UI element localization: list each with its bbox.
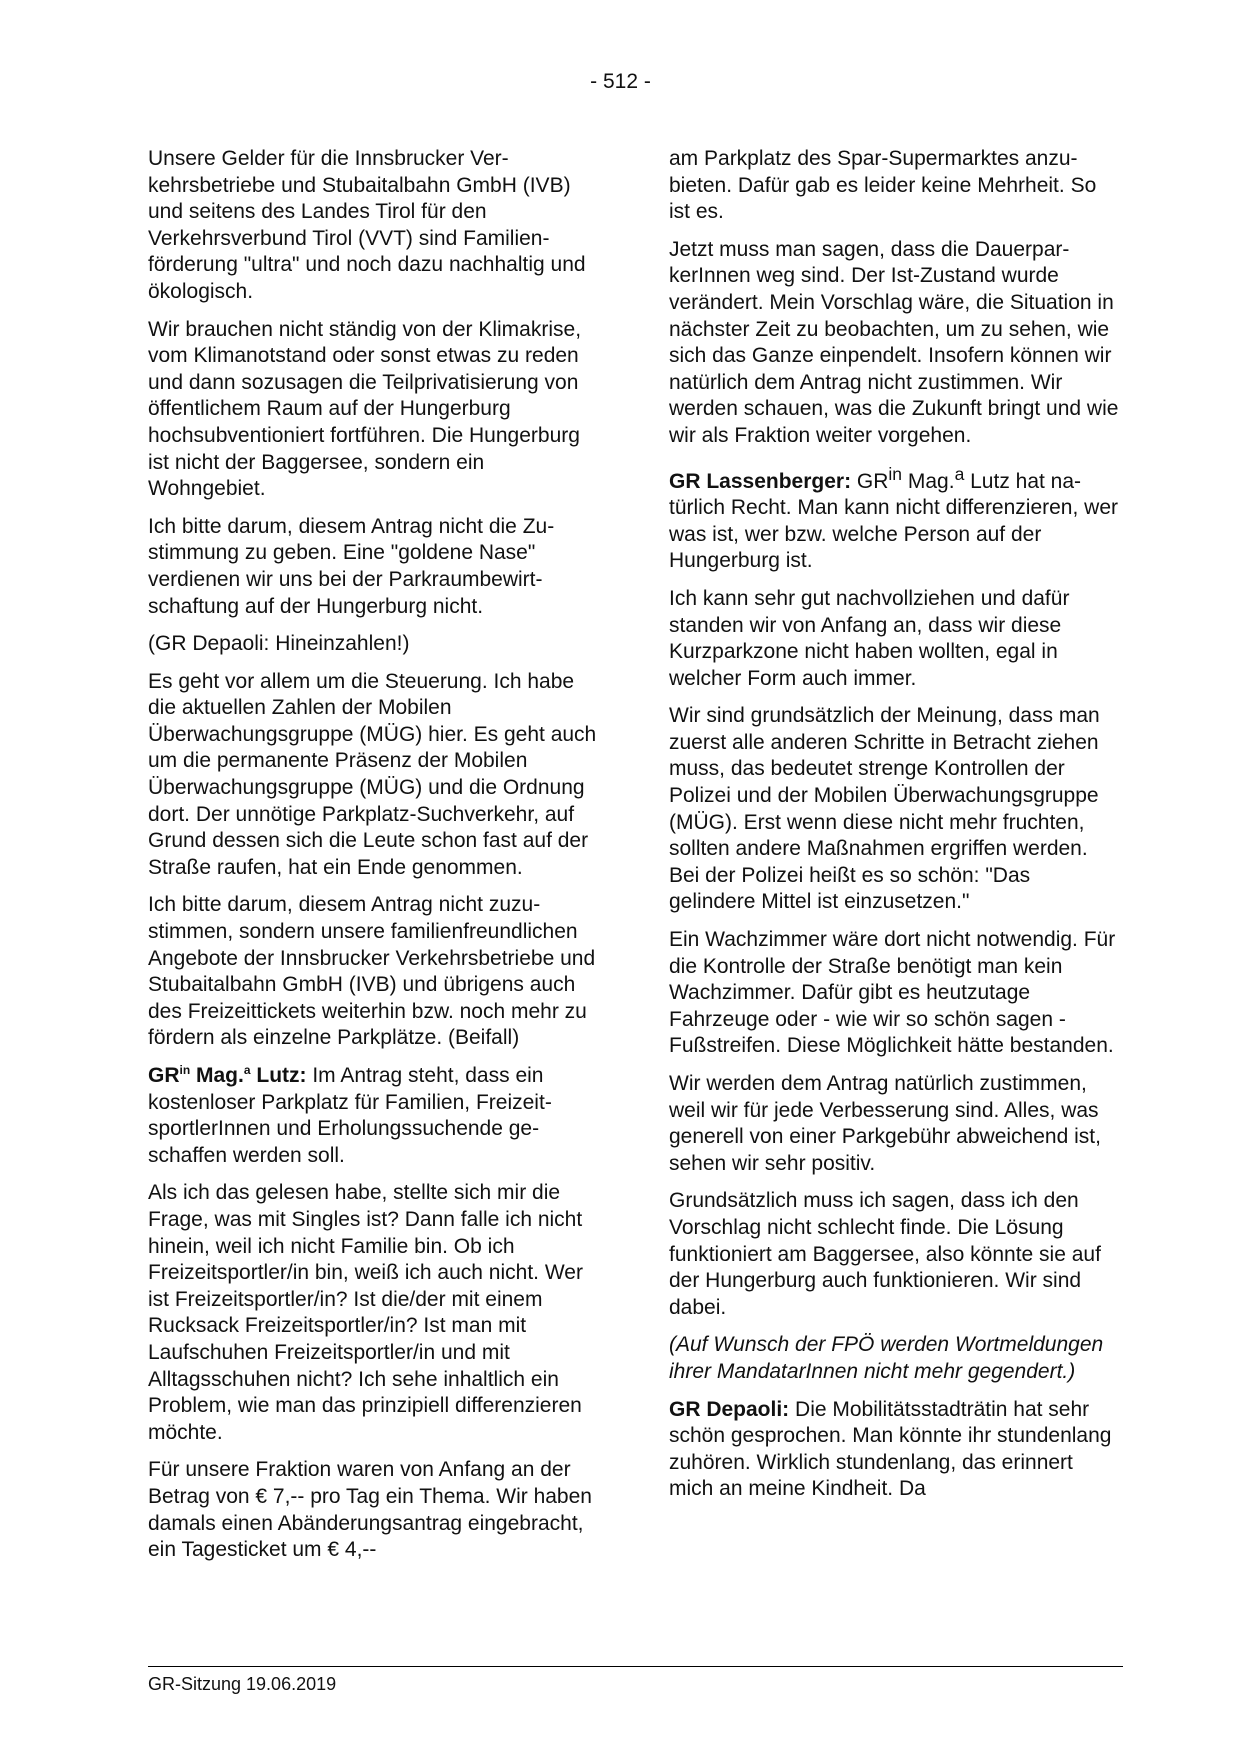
speaker-surname: Lutz:: [250, 1064, 307, 1087]
paragraph: Es geht vor allem um die Steuerung. Ich habe die aktuellen Zahlen der Mobilen Überwachungsgruppe (MÜG) hier. Es geht auch um die permanente Präsenz der Mobilen Überwachungsgruppe (MÜG) und die Ordnung dort. Der unnötige Parkplatz-Suchverkehr, auf Grund dessen sich die Leute schon fast auf der Straße raufen, hat ein Ende genommen.: [148, 669, 597, 879]
speech-lutz: [148, 1063, 600, 1169]
superscript: a: [954, 463, 965, 484]
superscript: in: [179, 1063, 191, 1077]
paragraph: Ein Wachzimmer wäre dort nicht notwendig. Für die Kontrolle der Straße benötigt man kein Wachzimmer. Dafür gibt es heutzutage Fahrzeuge oder - wie wir so schön sagen - Fußstreifen. Diese Möglichkeit hätte bestanden.: [669, 928, 1116, 1058]
paragraph: am Parkplatz des Spar-Supermarktes anzubieten. Dafür gab es leider keine Mehrheit. So ist es.: [669, 147, 1097, 224]
footer-divider: [148, 1666, 1123, 1667]
speech-text: Im Antrag steht, dass ein kostenloser Parkplatz für Familien, FreizeitsportlerInnen und Erholungssuchende geschaffen werden soll.: [148, 1064, 552, 1167]
paragraph: Ich bitte darum, diesem Antrag nicht die Zustimmung zu geben. Eine "goldene Nase" verdienen wir uns bei der Parkraumbewirtschaftung auf der Hungerburg nicht.: [148, 514, 555, 618]
interjection: (GR Depaoli: Hineinzahlen!): [148, 632, 410, 656]
speaker-title: GR: [148, 1064, 180, 1087]
speech-lassenberger: [669, 461, 1121, 575]
paragraph: Jetzt muss man sagen, dass die DauerparkerInnen weg sind. Der Ist-Zustand wurde verändert. Mein Vorschlag wäre, die Situation in nächster Zeit zu beobachten, um zu sehen, wie sich das Ganze einpendelt. Insofern können wir natürlich dem Antrag nicht zustimmen. Wir werden schauen, was die Zukunft bringt und wie wir als Fraktion weiter vorgehen.: [669, 237, 1119, 447]
editorial-note: (Auf Wunsch der FPÖ werden Wortmeldungen ihrer MandatarInnen nicht mehr gegendert.): [669, 1333, 1104, 1383]
speaker-name: GR Depaoli:: [669, 1397, 790, 1421]
paragraph: Für unsere Fraktion waren von Anfang an der Betrag von € 7,-- pro Tag ein Thema. Wir haben damals einen Abänderungsantrag eingebracht, ein Tagesticket um € 4,--: [148, 1458, 592, 1562]
speech-text: Die Mobilitätsstadträtin hat sehr schön gesprochen. Man könnte ihr stundenlang zuhören. Wirklich stundenlang, das erinnert mich an meine Kindheit. Da: [669, 1397, 1112, 1501]
speaker-degree: Mag.: [190, 1064, 244, 1087]
paragraph: Ich bitte darum, diesem Antrag nicht zuzustimmen, sondern unsere familienfreundlichen Angebote der Innsbrucker Verkehrsbetriebe und Stubaitalbahn GmbH (IVB) und übrigens auch des Freizeittickets weiterhin bzw. noch mehr zu fördern als einzelne Parkplätze. (Beifall): [148, 893, 596, 1050]
paragraph: Unsere Gelder für die Innsbrucker Verkehrsbetriebe und Stubaitalbahn GmbH (IVB) und seitens des Landes Tirol für den Verkehrsverbund Tirol (VVT) sind Familienförderung "ultra" und noch dazu nachhaltig und ökologisch.: [148, 147, 586, 303]
paragraph: Als ich das gelesen habe, stellte sich mir die Frage, was mit Singles ist? Dann falle ich nicht hinein, weil ich nicht Familie bin. Ob ich Freizeitsportler/in bin, weiß ich auch nicht. Wer ist Freizeitsportler/in? Ist die/der mit einem Rucksack Freizeitsportler/in? Ist man mit Laufschuhen Freizeitsportler/in und mit Alltagsschuhen nicht? Ich sehe inhaltlich ein Problem, wie man das prinzipiell differenzieren möchte.: [148, 1181, 583, 1444]
speaker-name: GR Lassenberger:: [669, 469, 852, 493]
paragraph: Wir brauchen nicht ständig von der Klimakrise, vom Klimanotstand oder sonst etwas zu reden und dann sozusagen die Teilprivatisierung von öffentlichem Raum auf der Hungerburg hochsubventioniert fortführen. Die Hungerburg ist nicht der Baggersee, sondern ein Wohngebiet.: [148, 317, 582, 501]
superscript: in: [888, 463, 903, 484]
speech-text: Mag.: [902, 469, 955, 493]
speech-text: Lutz hat natürlich Recht. Man kann nicht differenzieren, wer was ist, wer bzw. welche Person auf der Hungerburg ist.: [669, 469, 1118, 573]
speaker-name: [148, 1064, 307, 1087]
page-number: - 512 -: [590, 70, 651, 93]
superscript: a: [243, 1063, 251, 1077]
paragraph: Wir sind grundsätzlich der Meinung, dass man zuerst alle anderen Schritte in Betracht ziehen muss, das bedeutet strenge Kontrollen der Polizei und der Mobilen Überwachungsgruppe (MÜG). Erst wenn diese nicht mehr fruchten, sollten andere Maßnahmen ergriffen werden. Bei der Polizei heißt es so schön: "Das gelindere Mittel ist einzusetzen.": [669, 704, 1100, 914]
speech-depaoli: [669, 1397, 1121, 1503]
footer-session-date: GR-Sitzung 19.06.2019: [148, 1674, 337, 1694]
left-column: [148, 146, 600, 1575]
paragraph: Wir werden dem Antrag natürlich zustimmen, weil wir für jede Verbesserung sind. Alles, was generell von einer Parkgebühr abweichend ist, sehen wir sehr positiv.: [669, 1072, 1101, 1175]
right-column: [669, 146, 1121, 1514]
paragraph: Grundsätzlich muss ich sagen, dass ich den Vorschlag nicht schlecht finde. Die Lösung funktioniert am Baggersee, also könnte sie auf der Hungerburg auch funktionieren. Wir sind dabei.: [669, 1189, 1101, 1319]
paragraph: Ich kann sehr gut nachvollziehen und dafür standen wir von Anfang an, dass wir diese Kurzparkzone nicht haben wollten, egal in welcher Form auch immer.: [669, 586, 1070, 690]
speech-text: GR: [851, 469, 889, 493]
